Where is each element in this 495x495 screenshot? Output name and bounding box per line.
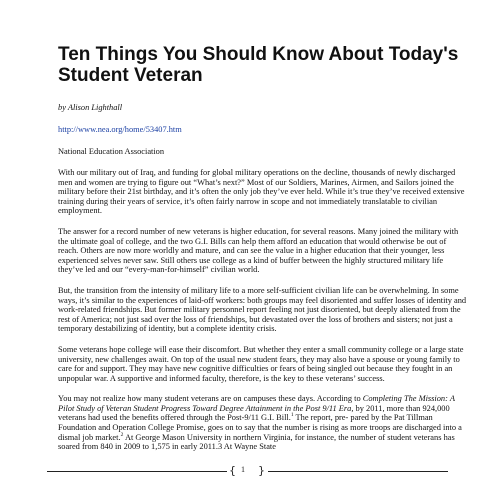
paragraph-4: Some veterans hope college will ease their discomfort. But whether they enter a small community college or a large state university, new challenges await. On top of the usual new student fears, they may also have a spouse or young family to care for and support. They may have new cognitive difficulties or fears of being singled out because they fought in an unpopular war. A supportive and informed faculty, therefore, is the key to these veterans’ success. [58,344,464,383]
paragraph-5-text-d: At George Mason University in northern Virginia, for instance, the number of student veterans has soared from 840 in 2009 to 1,575 in early 2011.3 At Wayne State [58,432,455,452]
paragraph-2: The answer for a record number of new veterans is higher education, for several reasons. Many joined the military with the ultimate goal of college, and the two G.I. Bills can help them afford an education that would otherwise be out of reach. Others are now more worldly and mature, and can see the value in a higher education that their younger, less experienced selves never saw. Still others use college as a kind of buffer between the highly structured military life they’ve led and our “every-man-for-himself” civilian world. [58,226,459,275]
paragraph-3: But, the transition from the intensity of military life to a more self-sufficient civilian life can be overwhelming. In some ways, it’s similar to the experiences of laid-off workers: both groups may feel disoriented and suffer losses of identity and work-related friendships. But former military personnel report feeling not just disoriented, but deeply alienated from the rest of America; not just sad over the loss of friendships, but devastated over the loss of brothers and sisters; not just a temporary destabilizing of identity, but a complete identity crisis. [58,285,467,334]
footer-rule-left [47,471,227,472]
paragraph-1: With our military out of Iraq, and funding for global military operations on the decline, thousands of newly discharged men and women are trying to figure out “What’s next?” Most of our Soldiers, Marines, Airmen, and Sailors joined the military before their 21st birthday, and it’s often the only job they’ve ever held. While it’s true they’ve received extensive training during their years of service, it’s often fairly narrow in scope and not immediately translatable to civilian employment. [58,168,465,216]
footer-rule-right [268,471,448,472]
paragraph-5-text-a: You may not realize how many student veterans are on campuses these days. According to [58,394,363,404]
footer-brace-right: } [258,464,265,477]
footnote-ref-1: 1 [290,412,294,419]
author-byline: by Alison Lighthall [58,103,123,112]
organization-name: National Education Association [58,147,165,156]
document-title: Ten Things You Should Know About Today's Student Veteran [58,44,459,86]
paragraph-5-text-c: The report, pre- pared by the Pat Tillman Foundation and Operation College Promise, goes on to say that the number is rising as more troops are discharged into a dismal job market. [58,413,462,442]
source-link[interactable]: http://www.nea.org/home/53407.htm [58,125,182,134]
citation-title: Completing The Mission: A Pilot Study of Veteran Student Progress Toward Degree Attainment in the Post 9/11 Era, [58,394,455,413]
footer-brace-left: { [229,464,236,477]
footnote-ref-2: 2 [120,431,124,438]
paragraph-5 [58,394,468,452]
page-number: 1 [241,465,245,474]
page-footer [0,465,495,477]
document-page [58,44,468,452]
paragraph-5-text-b: by 2011, more than 924,000 veterans had used the benefits offered through the Post-9/11 G.I. Bill. [58,403,450,423]
